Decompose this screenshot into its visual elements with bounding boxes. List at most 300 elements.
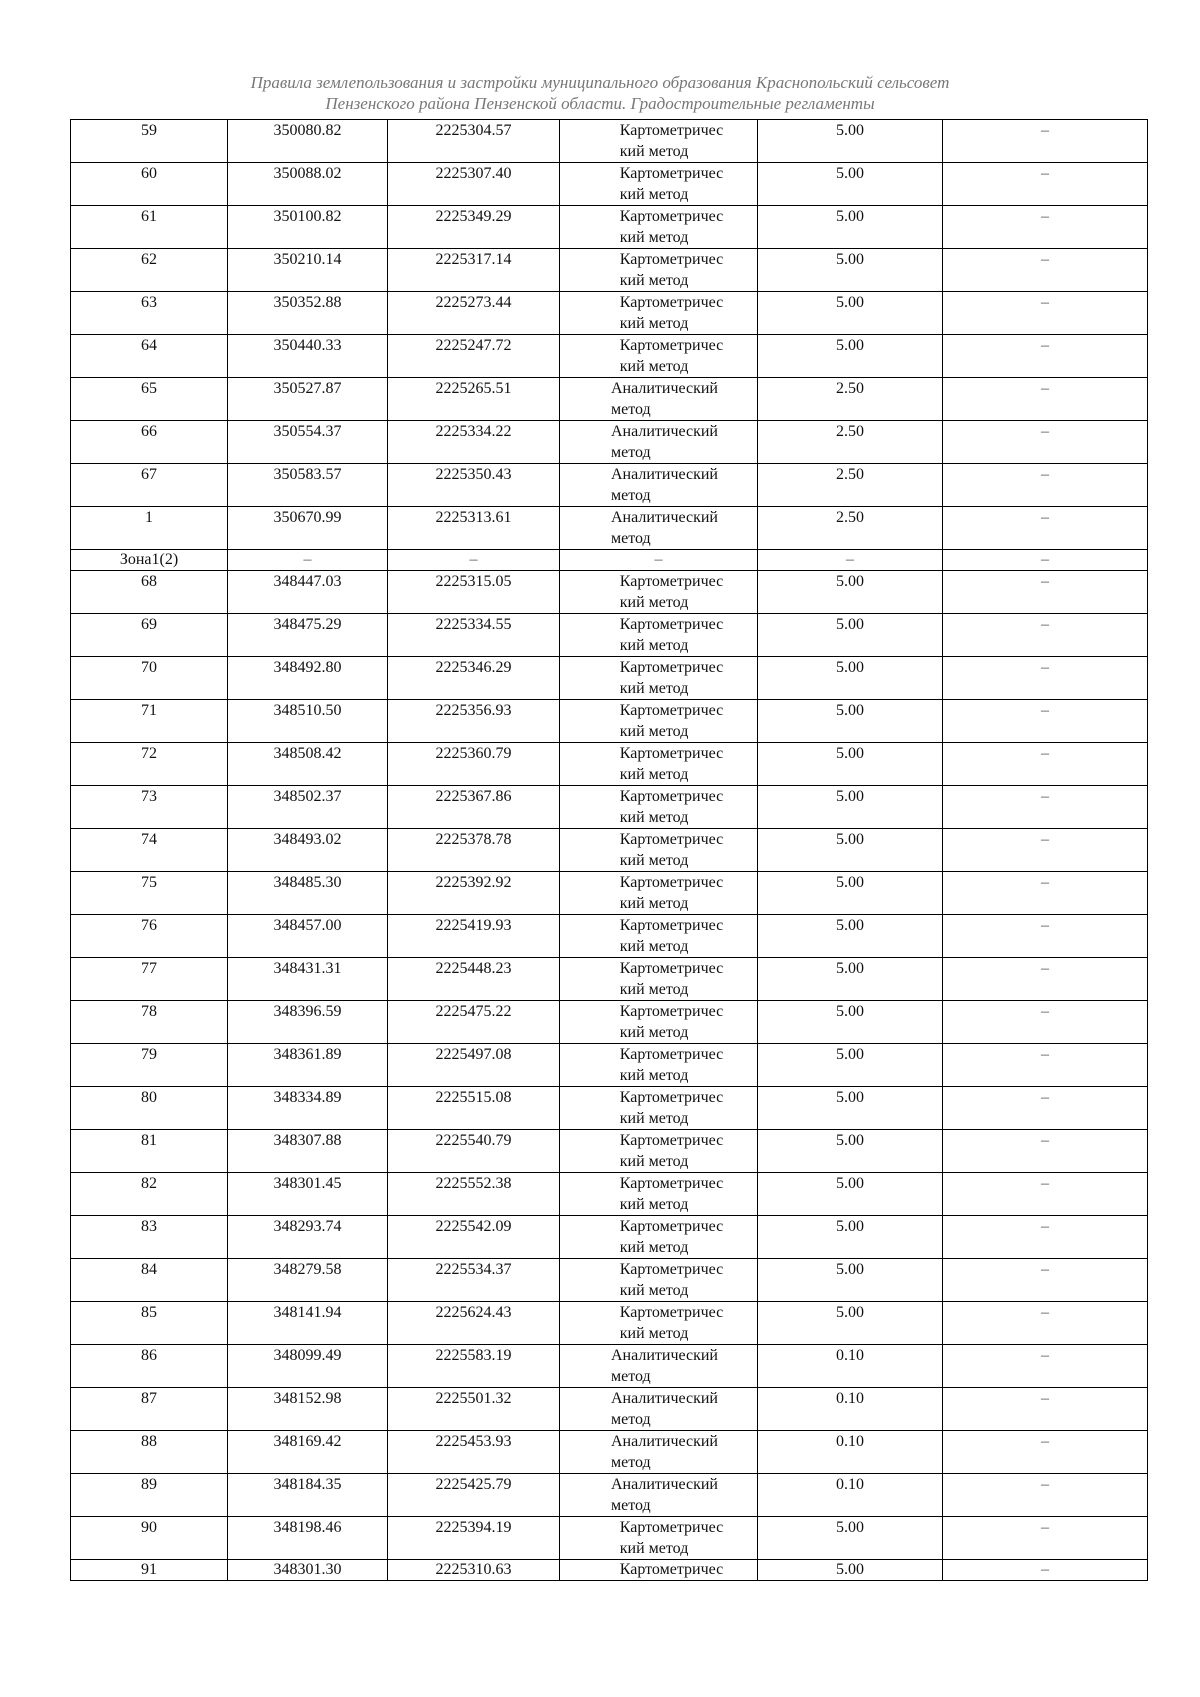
method-cell bbox=[560, 958, 758, 1001]
accuracy-cell: 0.10 bbox=[758, 1345, 943, 1388]
point-number-cell: 88 bbox=[71, 1431, 228, 1474]
method-line-2: метод bbox=[610, 401, 651, 418]
accuracy-cell: 5.00 bbox=[758, 120, 943, 163]
note-cell: – bbox=[943, 1517, 1148, 1560]
table-row bbox=[71, 958, 1148, 1001]
method-line-1: Картометричес bbox=[619, 659, 724, 676]
method-line-2: кий метод bbox=[619, 1110, 689, 1127]
method-line-1: Картометричес bbox=[619, 251, 724, 268]
method-text bbox=[620, 1130, 723, 1172]
point-number-cell: 90 bbox=[71, 1517, 228, 1560]
method-line-2: кий метод bbox=[619, 1540, 689, 1557]
note-cell: – bbox=[943, 464, 1148, 507]
note-cell: – bbox=[943, 1173, 1148, 1216]
method-text bbox=[620, 743, 723, 785]
accuracy-cell: 2.50 bbox=[758, 507, 943, 550]
table-row bbox=[71, 1173, 1148, 1216]
method-line-1: Аналитический bbox=[610, 423, 718, 440]
method-text bbox=[620, 292, 723, 334]
accuracy-cell: 5.00 bbox=[758, 1044, 943, 1087]
note-cell: – bbox=[943, 507, 1148, 550]
method-text bbox=[611, 507, 718, 549]
table-row bbox=[71, 1001, 1148, 1044]
note-cell: – bbox=[943, 1431, 1148, 1474]
method-cell bbox=[560, 1474, 758, 1517]
method-cell bbox=[560, 421, 758, 464]
x-coordinate-cell: 348141.94 bbox=[228, 1302, 388, 1345]
point-number-cell: 1 bbox=[71, 507, 228, 550]
method-line-1: Картометричес bbox=[619, 165, 724, 182]
y-coordinate-cell: 2225542.09 bbox=[388, 1216, 560, 1259]
y-coordinate-cell: 2225552.38 bbox=[388, 1173, 560, 1216]
method-cell bbox=[560, 743, 758, 786]
method-cell bbox=[560, 829, 758, 872]
method-text bbox=[620, 335, 723, 377]
method-cell bbox=[560, 1173, 758, 1216]
method-line-1: Картометричес bbox=[619, 917, 724, 934]
note-cell: – bbox=[943, 249, 1148, 292]
note-cell: – bbox=[943, 550, 1148, 571]
accuracy-cell: 2.50 bbox=[758, 421, 943, 464]
method-line-2: кий метод bbox=[619, 766, 689, 783]
table-row bbox=[71, 743, 1148, 786]
x-coordinate-cell: 348301.45 bbox=[228, 1173, 388, 1216]
method-text bbox=[620, 1517, 723, 1559]
note-cell: – bbox=[943, 786, 1148, 829]
note-cell: – bbox=[943, 1259, 1148, 1302]
method-line-2: метод bbox=[610, 487, 651, 504]
method-line-1: Картометричес bbox=[619, 1132, 724, 1149]
method-line-2: кий метод bbox=[619, 1325, 689, 1342]
method-cell bbox=[560, 249, 758, 292]
accuracy-cell: 5.00 bbox=[758, 829, 943, 872]
method-text bbox=[611, 421, 718, 463]
method-cell bbox=[560, 1560, 758, 1581]
table-row bbox=[71, 1388, 1148, 1431]
y-coordinate-cell: 2225624.43 bbox=[388, 1302, 560, 1345]
method-cell bbox=[560, 700, 758, 743]
method-line-2: кий метод bbox=[619, 358, 689, 375]
note-cell: – bbox=[943, 958, 1148, 1001]
accuracy-cell: 5.00 bbox=[758, 292, 943, 335]
method-line-1: Аналитический bbox=[610, 1433, 718, 1450]
method-line-1: Картометричес bbox=[619, 1304, 724, 1321]
x-coordinate-cell: 348485.30 bbox=[228, 872, 388, 915]
method-line-2: метод bbox=[610, 1368, 651, 1385]
method-cell bbox=[560, 507, 758, 550]
method-line-2: кий метод bbox=[619, 143, 689, 160]
method-line-2: кий метод bbox=[619, 852, 689, 869]
x-coordinate-cell: 348457.00 bbox=[228, 915, 388, 958]
y-coordinate-cell: 2225317.14 bbox=[388, 249, 560, 292]
accuracy-cell: 2.50 bbox=[758, 464, 943, 507]
method-cell bbox=[560, 292, 758, 335]
method-line-2: кий метод bbox=[619, 315, 689, 332]
method-cell bbox=[560, 464, 758, 507]
note-cell: – bbox=[943, 1388, 1148, 1431]
table-row bbox=[71, 378, 1148, 421]
point-number-cell: 81 bbox=[71, 1130, 228, 1173]
x-coordinate-cell: 348152.98 bbox=[228, 1388, 388, 1431]
y-coordinate-cell: 2225313.61 bbox=[388, 507, 560, 550]
accuracy-cell: 5.00 bbox=[758, 1173, 943, 1216]
note-cell: – bbox=[943, 1087, 1148, 1130]
method-cell bbox=[560, 1259, 758, 1302]
method-line-1: Аналитический bbox=[610, 1347, 718, 1364]
point-number-cell: 85 bbox=[71, 1302, 228, 1345]
note-cell: – bbox=[943, 206, 1148, 249]
page-header bbox=[0, 72, 1200, 114]
method-line-1: Картометричес bbox=[619, 337, 724, 354]
y-coordinate-cell: 2225394.19 bbox=[388, 1517, 560, 1560]
method-line-2: метод bbox=[610, 530, 651, 547]
method-line-1: Аналитический bbox=[610, 380, 718, 397]
method-line-2: метод bbox=[610, 444, 651, 461]
y-coordinate-cell: 2225350.43 bbox=[388, 464, 560, 507]
table-row bbox=[71, 249, 1148, 292]
method-cell bbox=[560, 1302, 758, 1345]
method-line-1: Аналитический bbox=[610, 1390, 718, 1407]
point-number-cell: 79 bbox=[71, 1044, 228, 1087]
table-row bbox=[71, 1474, 1148, 1517]
note-cell: – bbox=[943, 1216, 1148, 1259]
note-cell: – bbox=[943, 614, 1148, 657]
table-row bbox=[71, 872, 1148, 915]
point-number-cell: 62 bbox=[71, 249, 228, 292]
x-coordinate-cell: 350100.82 bbox=[228, 206, 388, 249]
x-coordinate-cell: 350080.82 bbox=[228, 120, 388, 163]
method-cell bbox=[560, 614, 758, 657]
note-cell: – bbox=[943, 829, 1148, 872]
table-row bbox=[71, 1044, 1148, 1087]
accuracy-cell: 0.10 bbox=[758, 1474, 943, 1517]
method-line-2: метод bbox=[610, 1454, 651, 1471]
point-number-cell: 83 bbox=[71, 1216, 228, 1259]
table-row bbox=[71, 507, 1148, 550]
note-cell: – bbox=[943, 1001, 1148, 1044]
note-cell: – bbox=[943, 872, 1148, 915]
method-line-2: кий метод bbox=[619, 938, 689, 955]
x-coordinate-cell: 348293.74 bbox=[228, 1216, 388, 1259]
y-coordinate-cell: 2225247.72 bbox=[388, 335, 560, 378]
point-number-cell: 59 bbox=[71, 120, 228, 163]
note-cell: – bbox=[943, 335, 1148, 378]
method-line-1: Картометричес bbox=[619, 1089, 724, 1106]
method-line-1: Картометричес bbox=[619, 788, 724, 805]
point-number-cell: 71 bbox=[71, 700, 228, 743]
y-coordinate-cell: 2225497.08 bbox=[388, 1044, 560, 1087]
note-cell: – bbox=[943, 657, 1148, 700]
method-text bbox=[620, 1044, 723, 1086]
x-coordinate-cell: 348492.80 bbox=[228, 657, 388, 700]
method-text bbox=[620, 700, 723, 742]
method-line-1: Картометричес bbox=[619, 1261, 724, 1278]
x-coordinate-cell: 348447.03 bbox=[228, 571, 388, 614]
method-text bbox=[620, 206, 723, 248]
y-coordinate-cell: 2225475.22 bbox=[388, 1001, 560, 1044]
point-number-cell: 61 bbox=[71, 206, 228, 249]
accuracy-cell: 5.00 bbox=[758, 700, 943, 743]
method-line-2: кий метод bbox=[619, 1282, 689, 1299]
x-coordinate-cell: 348508.42 bbox=[228, 743, 388, 786]
method-line-2: кий метод bbox=[619, 594, 689, 611]
point-number-cell: 60 bbox=[71, 163, 228, 206]
method-cell bbox=[560, 786, 758, 829]
note-cell: – bbox=[943, 421, 1148, 464]
method-line-1: Аналитический bbox=[610, 1476, 718, 1493]
accuracy-cell: 5.00 bbox=[758, 163, 943, 206]
method-text bbox=[620, 571, 723, 613]
method-cell bbox=[560, 378, 758, 421]
method-cell bbox=[560, 1044, 758, 1087]
method-line-1: Картометричес bbox=[619, 745, 724, 762]
method-text bbox=[611, 1388, 718, 1430]
zone-row bbox=[71, 550, 1148, 571]
note-cell: – bbox=[943, 292, 1148, 335]
accuracy-cell: 5.00 bbox=[758, 958, 943, 1001]
y-coordinate-cell: 2225448.23 bbox=[388, 958, 560, 1001]
method-text bbox=[620, 249, 723, 291]
method-text bbox=[620, 614, 723, 656]
note-cell: – bbox=[943, 378, 1148, 421]
method-line-1: Картометричес bbox=[619, 1561, 724, 1578]
table-row bbox=[71, 915, 1148, 958]
method-cell bbox=[560, 1431, 758, 1474]
table-row bbox=[71, 1216, 1148, 1259]
point-number-cell: 89 bbox=[71, 1474, 228, 1517]
x-coordinate-cell: 348307.88 bbox=[228, 1130, 388, 1173]
accuracy-cell: 5.00 bbox=[758, 657, 943, 700]
point-number-cell: 73 bbox=[71, 786, 228, 829]
method-line-2: кий метод bbox=[619, 637, 689, 654]
method-cell bbox=[560, 1388, 758, 1431]
method-cell bbox=[560, 163, 758, 206]
y-coordinate-cell: 2225334.55 bbox=[388, 614, 560, 657]
x-coordinate-cell: 348334.89 bbox=[228, 1087, 388, 1130]
y-coordinate-cell: 2225534.37 bbox=[388, 1259, 560, 1302]
x-coordinate-cell: 348502.37 bbox=[228, 786, 388, 829]
method-line-2: кий метод bbox=[619, 1067, 689, 1084]
header-line-1: Правила землепользования и застройки муниципального образования Краснопольский сельсовет bbox=[250, 73, 950, 92]
y-coordinate-cell: 2225349.29 bbox=[388, 206, 560, 249]
method-line-1: Картометричес bbox=[619, 1218, 724, 1235]
point-number-cell: 75 bbox=[71, 872, 228, 915]
accuracy-cell: 5.00 bbox=[758, 743, 943, 786]
method-cell bbox=[560, 571, 758, 614]
method-cell bbox=[560, 1130, 758, 1173]
table-row bbox=[71, 829, 1148, 872]
accuracy-cell: 5.00 bbox=[758, 335, 943, 378]
accuracy-cell: 5.00 bbox=[758, 872, 943, 915]
coordinates-table-body bbox=[71, 120, 1148, 1581]
y-coordinate-cell: 2225273.44 bbox=[388, 292, 560, 335]
point-number-cell: 86 bbox=[71, 1345, 228, 1388]
x-coordinate-cell: 350352.88 bbox=[228, 292, 388, 335]
method-line-2: кий метод bbox=[619, 1024, 689, 1041]
method-cell bbox=[560, 1087, 758, 1130]
x-coordinate-cell: 350210.14 bbox=[228, 249, 388, 292]
method-line-2: метод bbox=[610, 1411, 651, 1428]
method-cell bbox=[560, 657, 758, 700]
method-text bbox=[620, 1173, 723, 1215]
accuracy-cell: 5.00 bbox=[758, 1302, 943, 1345]
y-coordinate-cell: 2225367.86 bbox=[388, 786, 560, 829]
method-line-2: кий метод bbox=[619, 1153, 689, 1170]
point-number-cell: 69 bbox=[71, 614, 228, 657]
note-cell: – bbox=[943, 1345, 1148, 1388]
note-cell: – bbox=[943, 700, 1148, 743]
method-text bbox=[620, 657, 723, 699]
method-text bbox=[620, 1560, 723, 1579]
table-row bbox=[71, 1302, 1148, 1345]
y-coordinate-cell: – bbox=[388, 550, 560, 571]
table-row bbox=[71, 206, 1148, 249]
y-coordinate-cell: 2225378.78 bbox=[388, 829, 560, 872]
x-coordinate-cell: 348431.31 bbox=[228, 958, 388, 1001]
x-coordinate-cell: 350583.57 bbox=[228, 464, 388, 507]
point-number-cell: 77 bbox=[71, 958, 228, 1001]
point-number-cell: 64 bbox=[71, 335, 228, 378]
method-line-2: кий метод bbox=[619, 680, 689, 697]
accuracy-cell: 2.50 bbox=[758, 378, 943, 421]
method-line-2: кий метод bbox=[619, 1239, 689, 1256]
x-coordinate-cell: 348184.35 bbox=[228, 1474, 388, 1517]
accuracy-cell: 0.10 bbox=[758, 1431, 943, 1474]
method-text bbox=[620, 120, 723, 162]
method-line-2: метод bbox=[610, 1497, 651, 1514]
method-text bbox=[620, 1001, 723, 1043]
accuracy-cell: 0.10 bbox=[758, 1388, 943, 1431]
note-cell: – bbox=[943, 915, 1148, 958]
x-coordinate-cell: 350527.87 bbox=[228, 378, 388, 421]
method-line-2: кий метод bbox=[619, 981, 689, 998]
table-row bbox=[71, 464, 1148, 507]
table-row bbox=[71, 1431, 1148, 1474]
table-row bbox=[71, 335, 1148, 378]
note-cell: – bbox=[943, 1474, 1148, 1517]
table-row bbox=[71, 120, 1148, 163]
point-number-cell: 84 bbox=[71, 1259, 228, 1302]
y-coordinate-cell: 2225425.79 bbox=[388, 1474, 560, 1517]
method-line-1: Картометричес bbox=[619, 831, 724, 848]
table-row bbox=[71, 1345, 1148, 1388]
method-cell bbox=[560, 1345, 758, 1388]
method-text bbox=[620, 872, 723, 914]
accuracy-cell: 5.00 bbox=[758, 1259, 943, 1302]
table-row bbox=[71, 700, 1148, 743]
method-cell bbox=[560, 915, 758, 958]
method-text bbox=[620, 786, 723, 828]
note-cell: – bbox=[943, 1302, 1148, 1345]
note-cell: – bbox=[943, 743, 1148, 786]
point-number-cell: 67 bbox=[71, 464, 228, 507]
method-cell bbox=[560, 1001, 758, 1044]
method-text bbox=[611, 378, 718, 420]
point-number-cell: 66 bbox=[71, 421, 228, 464]
method-line-1: Картометричес bbox=[619, 1175, 724, 1192]
method-text bbox=[620, 1087, 723, 1129]
x-coordinate-cell: – bbox=[228, 550, 388, 571]
x-coordinate-cell: 348493.02 bbox=[228, 829, 388, 872]
x-coordinate-cell: 348099.49 bbox=[228, 1345, 388, 1388]
method-line-2: кий метод bbox=[619, 186, 689, 203]
method-text bbox=[620, 1259, 723, 1301]
y-coordinate-cell: 2225360.79 bbox=[388, 743, 560, 786]
accuracy-cell: – bbox=[758, 550, 943, 571]
method-line-1: Картометричес bbox=[619, 702, 724, 719]
note-cell: – bbox=[943, 1044, 1148, 1087]
x-coordinate-cell: 348198.46 bbox=[228, 1517, 388, 1560]
method-text bbox=[611, 464, 718, 506]
method-line-1: Картометричес bbox=[619, 208, 724, 225]
method-line-1: Картометричес bbox=[619, 1046, 724, 1063]
y-coordinate-cell: 2225356.93 bbox=[388, 700, 560, 743]
method-text bbox=[620, 915, 723, 957]
method-line-1: Аналитический bbox=[610, 509, 718, 526]
x-coordinate-cell: 350088.02 bbox=[228, 163, 388, 206]
method-line-2: кий метод bbox=[619, 809, 689, 826]
zone-label-cell: Зона1(2) bbox=[71, 550, 228, 571]
y-coordinate-cell: 2225346.29 bbox=[388, 657, 560, 700]
method-cell bbox=[560, 335, 758, 378]
method-line-1: Картометричес bbox=[619, 573, 724, 590]
method-line-1: Картометричес bbox=[619, 122, 724, 139]
method-text bbox=[620, 829, 723, 871]
method-line-2: кий метод bbox=[619, 1196, 689, 1213]
table-row bbox=[71, 1087, 1148, 1130]
table-row bbox=[71, 571, 1148, 614]
method-line-2: кий метод bbox=[619, 895, 689, 912]
method-line-2: кий метод bbox=[619, 272, 689, 289]
table-row bbox=[71, 1560, 1148, 1581]
accuracy-cell: 5.00 bbox=[758, 1216, 943, 1259]
method-line-1: Аналитический bbox=[610, 466, 718, 483]
accuracy-cell: 5.00 bbox=[758, 1087, 943, 1130]
point-number-cell: 82 bbox=[71, 1173, 228, 1216]
note-cell: – bbox=[943, 1560, 1148, 1581]
method-text bbox=[620, 1302, 723, 1344]
x-coordinate-cell: 348510.50 bbox=[228, 700, 388, 743]
method-cell: – bbox=[560, 550, 758, 571]
header-line-2: Пензенского района Пензенской области. Градостроительные регламенты bbox=[325, 94, 875, 113]
point-number-cell: 65 bbox=[71, 378, 228, 421]
accuracy-cell: 5.00 bbox=[758, 614, 943, 657]
table-row bbox=[71, 163, 1148, 206]
point-number-cell: 74 bbox=[71, 829, 228, 872]
method-cell bbox=[560, 206, 758, 249]
table-row bbox=[71, 657, 1148, 700]
method-text bbox=[620, 1216, 723, 1258]
accuracy-cell: 5.00 bbox=[758, 206, 943, 249]
x-coordinate-cell: 350670.99 bbox=[228, 507, 388, 550]
y-coordinate-cell: 2225310.63 bbox=[388, 1560, 560, 1581]
y-coordinate-cell: 2225583.19 bbox=[388, 1345, 560, 1388]
table-row bbox=[71, 1130, 1148, 1173]
method-cell bbox=[560, 1517, 758, 1560]
accuracy-cell: 5.00 bbox=[758, 1517, 943, 1560]
x-coordinate-cell: 350554.37 bbox=[228, 421, 388, 464]
method-line-1: Картометричес bbox=[619, 1519, 724, 1536]
note-cell: – bbox=[943, 120, 1148, 163]
x-coordinate-cell: 348361.89 bbox=[228, 1044, 388, 1087]
accuracy-cell: 5.00 bbox=[758, 915, 943, 958]
note-cell: – bbox=[943, 163, 1148, 206]
method-line-1: Картометричес bbox=[619, 960, 724, 977]
y-coordinate-cell: 2225265.51 bbox=[388, 378, 560, 421]
x-coordinate-cell: 348279.58 bbox=[228, 1259, 388, 1302]
method-cell bbox=[560, 1216, 758, 1259]
y-coordinate-cell: 2225515.08 bbox=[388, 1087, 560, 1130]
